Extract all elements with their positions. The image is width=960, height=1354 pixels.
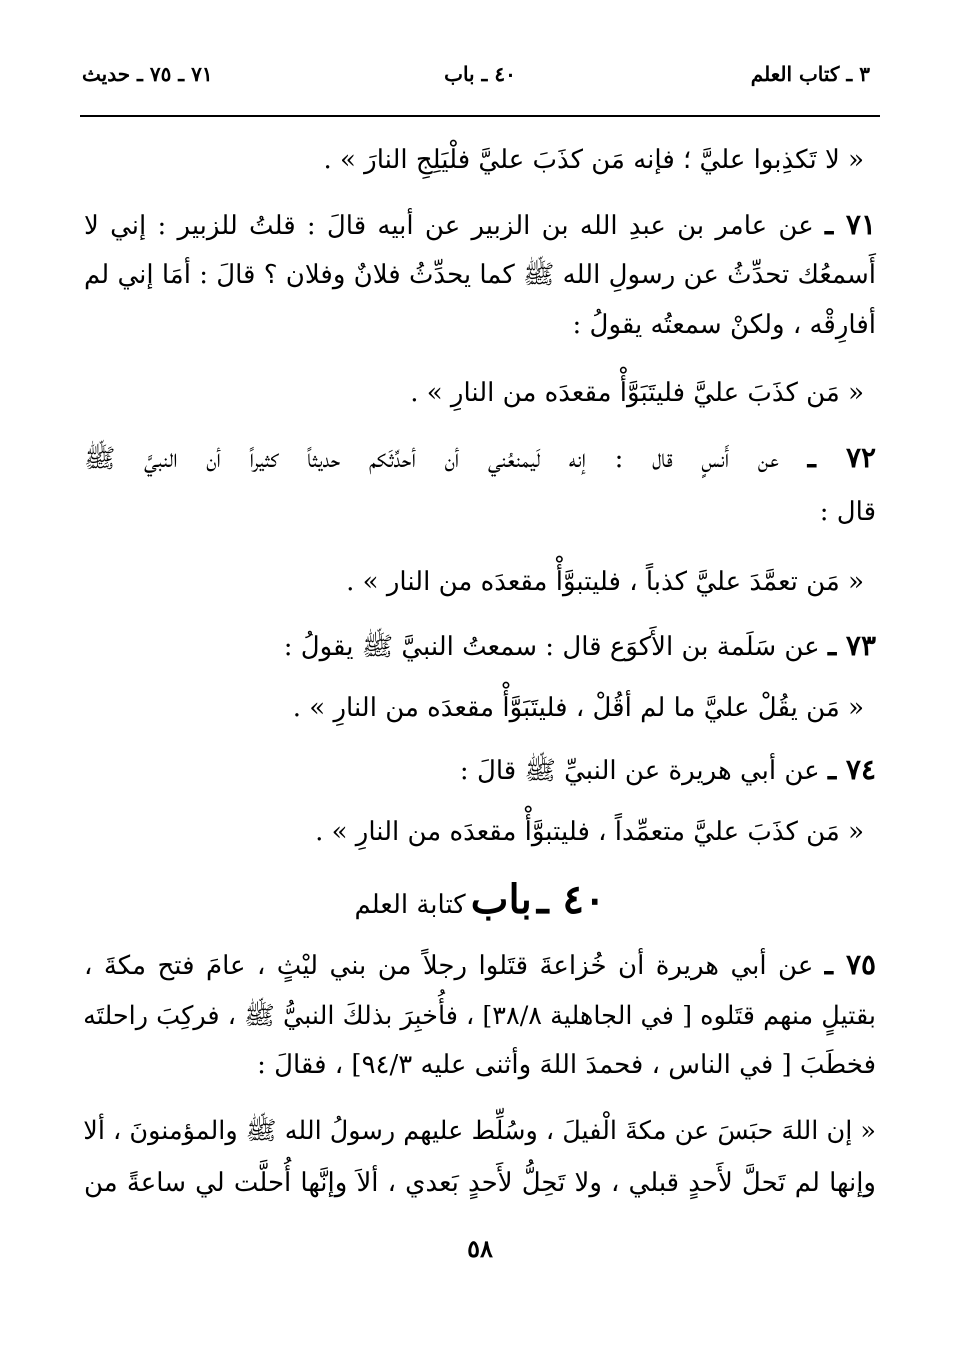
chapter-heading <box>0 872 960 928</box>
line-text: عن أبي هريرة عن النبيِّ ﷺ قالَ : <box>459 756 820 786</box>
chapter-title: كتابة العلم <box>354 890 466 920</box>
line-text: بقتيلٍ منهم قتَلوه [ في الجاهلية ٣٨/٨] ، فأُخبِرَ بذلكَ النبيُّ ﷺ ، فركِبَ راحلتَه <box>83 1001 876 1031</box>
text-line <box>84 945 876 985</box>
line-text: وإنها لم تَحلَّ لأَحدٍ قبلي ، ولا تَحِلُّ لأَحدٍ بَعدي ، ألاَ وإنَّها أُحلَّت لي ساعةً من <box>84 1168 876 1198</box>
chapter-number: ٤٠ ـ <box>536 876 606 923</box>
hadith-number: ٧٢ ـ <box>807 441 877 474</box>
page-number: ٥٨ <box>467 1234 493 1263</box>
text-line <box>84 438 876 478</box>
text-line <box>84 750 876 790</box>
header-hadith-range: ٧١ ـ ٧٥ ـ حديث <box>82 62 213 86</box>
text-line <box>84 562 864 602</box>
line-text: عن أَنسٍ قال : إنه لَيمنعُني أن أحدِّثَكم حديثاً كثيراً أن النبيَّ ﷺ <box>84 444 779 474</box>
line-text: أَسمعُك تحدِّثُ عن رسولِ الله ﷺ كما يحدِّثُ فلانٌ وفلان ؟ قالَ : أمَا إني لم <box>83 260 876 290</box>
text-line <box>84 140 864 180</box>
hadith-number: ٧٤ ـ <box>827 753 876 786</box>
text-line <box>84 626 876 666</box>
line-text: « إن اللهَ حبَسَ عن مكةَ الْفيلَ ، وسُلِّط عليهم رسولُ الله ﷺ والمؤمنونَ ، ألا <box>83 1116 876 1146</box>
hadith-number: ٧٣ ـ <box>827 629 876 662</box>
text-line <box>84 1111 876 1151</box>
line-text: « مَن تعمَّدَ عليَّ كذباً ، فليتبوَّأْ مقعدَه من النار » . <box>346 567 864 597</box>
line-text: « مَن كذَبَ عليَّ فليتَبَوَّأْ مقعدَه من النارِ » . <box>410 378 864 408</box>
hadith-number: ٧٥ ـ <box>824 948 877 981</box>
line-text: « لا تَكذِبوا عليَّ ؛ فإنه مَن كذَبَ عليَّ فلْيَلِجِ النارَ » . <box>323 145 864 175</box>
text-line <box>84 688 864 728</box>
text-line <box>84 305 876 345</box>
text-line <box>84 996 876 1036</box>
line-text: فخطَبَ [ في الناس ، فحمدَ اللهَ وأثنى عليه ٩٤/٣] ، فقالَ : <box>257 1050 876 1080</box>
line-text: أفارِقْه ، ولكنْ سمعتُه يقولُ : <box>572 310 876 340</box>
text-line <box>84 255 876 295</box>
line-text: « مَن كذَبَ عليَّ متعمِّداً ، فليتبوَّأْ مقعدَه من النارِ » . <box>315 817 864 847</box>
hadith-number: ٧١ ـ <box>824 208 876 241</box>
header-book-title: ٣ ـ كتاب العلم <box>750 62 870 86</box>
line-text: عن عامر بن عبدِ الله بن الزبير عن أبيه قالَ : قلتُ للزبير : إني لا <box>84 211 814 241</box>
text-line <box>84 812 864 852</box>
header-rule <box>80 115 880 117</box>
text-line <box>84 1045 876 1085</box>
running-header <box>80 62 880 102</box>
text-line <box>84 205 876 245</box>
line-text: « مَن يقُلْ عليَّ ما لم أقُلْ ، فليتَبَوَّأْ مقعدَه من النارِ » . <box>292 693 864 723</box>
text-line <box>84 373 864 413</box>
line-text: عن أبي هريرة أن خُزاعةَ قتَلوا رجلاً من بني ليْثٍ ، عامَ فتح مكةَ ، <box>84 951 814 981</box>
line-text: قال : <box>819 497 876 527</box>
header-chapter: ٤٠ ـ باب <box>444 62 516 86</box>
chapter-word: باب <box>470 876 532 923</box>
text-line <box>84 1163 876 1203</box>
text-line <box>84 492 876 532</box>
line-text: عن سَلَمة بن الأَكوَع قال : سمعتُ النبيَّ ﷺ يقولُ : <box>283 632 820 662</box>
